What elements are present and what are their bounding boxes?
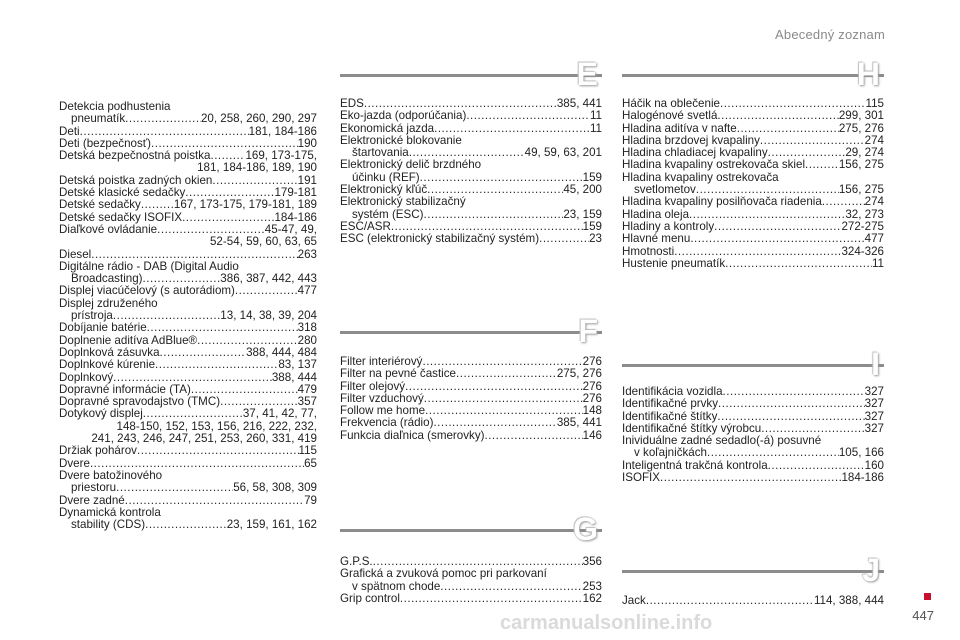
- entry-pages: 275, 276: [838, 121, 884, 135]
- index-entry: [59, 359, 317, 371]
- dot-leader: [539, 233, 589, 245]
- entry-term: Grip control: [340, 591, 400, 605]
- entry-pages: 11: [871, 256, 884, 270]
- entry-pages: 159: [582, 219, 602, 233]
- entry-pages: 179-181: [274, 186, 317, 200]
- entry-term: Funkcia diaľnica (smerovky): [340, 428, 485, 442]
- dot-leader: [660, 472, 841, 484]
- index-entries-f: [340, 356, 602, 442]
- entry-term: Diesel: [59, 247, 92, 261]
- dot-leader: [440, 581, 582, 593]
- entry-pages: 23, 159: [563, 207, 602, 221]
- entry-term: Filter na pevné častice: [340, 367, 456, 381]
- entry-pages-continued: 181, 184-186, 189, 190: [197, 161, 317, 175]
- entry-term: Filter olejový: [340, 379, 406, 393]
- entry-term: Deti: [59, 124, 80, 138]
- dot-leader: [141, 199, 174, 211]
- entry-term: pneumatík: [71, 112, 126, 126]
- entry-term: Dopravné informácie (TA): [59, 382, 191, 396]
- dot-leader: [182, 212, 274, 224]
- entry-term: Dvere: [59, 456, 90, 470]
- entry-term: Doplnenie aditíva AdBlue®: [59, 333, 198, 347]
- entry-pages: 79: [304, 493, 317, 507]
- dot-leader: [714, 221, 841, 233]
- index-entry: [59, 408, 317, 420]
- entry-term: systém (ESC): [352, 207, 424, 221]
- index-entries-e: [340, 98, 602, 246]
- entry-term: Držiak pohárov: [59, 444, 137, 458]
- dot-leader: [805, 159, 839, 171]
- dot-leader: [125, 495, 304, 507]
- dot-leader: [145, 519, 227, 531]
- entry-pages: 45-47, 49,: [264, 222, 317, 236]
- entry-pages: 181, 184-186: [248, 124, 317, 138]
- index-entries-h: [622, 98, 884, 270]
- index-entries-d: [59, 101, 317, 531]
- dot-leader: [116, 482, 233, 494]
- entry-term: Identifikačné prvky: [622, 397, 719, 411]
- page-marker: [924, 593, 931, 600]
- entry-term: Identifikačné štítky výrobcu: [622, 421, 762, 435]
- entry-pages: 357: [297, 395, 317, 409]
- entry-term: Inividuálne zadné sedadlo(-á) posuvné: [622, 434, 822, 448]
- index-entry: [59, 482, 317, 494]
- entry-term: stability (CDS): [71, 518, 146, 532]
- entry-pages: 13, 14, 38, 39, 204: [220, 309, 317, 323]
- entry-term: ESC (elektronický stabilizačný systém): [340, 232, 540, 246]
- entry-pages: 385, 441: [556, 416, 602, 430]
- dot-leader: [718, 398, 865, 410]
- entry-term: Hladina kvapaliny ostrekovača: [622, 170, 779, 184]
- dot-leader: [707, 447, 839, 459]
- entry-pages-continued: 148-150, 152, 153, 156, 216, 222, 232,: [116, 419, 317, 433]
- index-entry: [340, 196, 602, 208]
- entry-term: G.P.S.: [340, 555, 373, 568]
- entry-term: Doplnkový: [59, 370, 114, 384]
- entry-pages: 29, 274: [845, 146, 884, 160]
- entry-term: Hladiny a kontroly: [622, 219, 715, 233]
- index-entry: [59, 519, 317, 531]
- entry-term: Doplnkové kúrenie: [59, 358, 156, 372]
- entry-pages: 148: [582, 404, 602, 418]
- entry-term: priestoru: [71, 481, 117, 495]
- dot-leader: [113, 372, 272, 384]
- dot-leader: [235, 285, 298, 297]
- section-letter-h: H: [856, 56, 880, 92]
- entry-pages: 327: [864, 385, 884, 398]
- dot-leader: [690, 233, 864, 245]
- index-entry: [622, 159, 884, 171]
- dot-leader: [147, 322, 298, 334]
- entry-term: Dobíjanie batérie: [59, 321, 147, 335]
- entry-term: Eko-jazda (odporúčania): [340, 109, 467, 123]
- entry-pages-continued: 241, 243, 246, 247, 251, 253, 260, 331, 419: [91, 432, 317, 446]
- entry-term: svetlometov: [634, 183, 696, 197]
- entry-term: Follow me home: [340, 404, 426, 418]
- dot-leader: [137, 445, 299, 457]
- index-entry: [622, 472, 884, 484]
- entry-pages: 327: [864, 409, 884, 423]
- entry-term: Detekcia podhustenia: [59, 100, 171, 113]
- entry-pages: 327: [864, 421, 884, 435]
- dot-leader: [725, 258, 872, 270]
- entry-pages: 272-275: [841, 219, 884, 233]
- entry-term: Elektronický kľúč: [340, 183, 428, 197]
- entry-term: Dynamická kontrola: [59, 505, 161, 519]
- dot-leader: [420, 172, 583, 184]
- entry-term: Broadcasting): [71, 272, 143, 286]
- entry-pages: 114, 388, 444: [813, 594, 884, 607]
- entry-term: Háčik na oblečenie: [622, 97, 720, 110]
- section-f: [340, 313, 602, 442]
- entry-term: Filter vzduchový: [340, 391, 424, 405]
- page-number: 447: [912, 608, 934, 623]
- entry-pages: 276: [582, 379, 602, 393]
- entry-pages: 479: [297, 382, 317, 396]
- entry-pages: 184-186: [274, 210, 317, 224]
- index-entry: [59, 249, 317, 261]
- entry-pages: 263: [297, 247, 317, 261]
- entry-pages: 276: [582, 355, 602, 368]
- dot-leader: [484, 430, 582, 442]
- index-entries-g: [340, 556, 602, 605]
- entry-pages: 45, 200: [563, 183, 602, 197]
- entry-pages: 37, 41, 42, 77,: [242, 407, 317, 421]
- entry-term: ESC/ASR: [340, 219, 391, 233]
- entry-term: účinku (REF): [352, 170, 420, 184]
- entry-pages: 477: [864, 232, 884, 246]
- index-entry: [622, 233, 884, 245]
- dot-leader: [433, 417, 556, 429]
- entry-pages: 23: [589, 232, 602, 246]
- entry-pages: 11: [589, 109, 602, 123]
- entry-pages: 299, 301: [838, 109, 884, 123]
- index-entry: [622, 447, 884, 459]
- index-entries-j: [622, 595, 884, 607]
- entry-term: Detská bezpečnostná poistka: [59, 149, 211, 163]
- entry-term: EDS: [340, 97, 364, 110]
- entry-pages: 191: [297, 173, 317, 187]
- index-entry: [622, 398, 884, 410]
- entry-pages: 23, 159, 161, 162: [226, 518, 317, 532]
- entry-pages: 146: [582, 428, 602, 442]
- entry-pages: 318: [297, 321, 317, 335]
- entry-term: v spätnom chode: [352, 579, 441, 593]
- entry-term: Dvere batožinového: [59, 468, 163, 482]
- index-entry: [340, 159, 602, 171]
- entry-term: Deti (bezpečnosť): [59, 136, 151, 150]
- dot-leader: [646, 595, 814, 607]
- entry-term: Elektronické blokovanie: [340, 133, 462, 147]
- entry-pages: 105, 166: [838, 446, 884, 460]
- entry-term: Hladina brzdovej kvapaliny: [622, 133, 760, 147]
- entry-term: Inteligentná trakčná kontrola: [622, 458, 768, 472]
- entry-term: Detské sedačky: [59, 198, 141, 212]
- entry-term: Identifikácia vozidla: [622, 385, 723, 398]
- section-e: [340, 56, 602, 246]
- dot-leader: [723, 386, 865, 398]
- entry-term: Hmotnosti: [622, 244, 675, 258]
- section-j: [622, 552, 884, 607]
- entry-term: Dotykový displej: [59, 407, 143, 421]
- index-entry: [59, 199, 317, 211]
- section-i: [622, 346, 884, 485]
- index-entry: [622, 246, 884, 258]
- entry-term: Displej viacúčelový (s autorádiom): [59, 284, 235, 298]
- dot-leader: [160, 347, 247, 359]
- entry-term: Jack: [622, 594, 646, 607]
- entry-term: Digitálne rádio - DAB (Digital Audio: [59, 259, 239, 273]
- index-column-2: [340, 0, 602, 640]
- entry-pages: 274: [864, 133, 884, 147]
- dot-leader: [91, 249, 297, 261]
- index-entry: [622, 110, 884, 122]
- section-h: [622, 56, 884, 270]
- entry-term: Elektronický delič brzdného: [340, 158, 482, 172]
- entry-pages: 324-326: [841, 244, 884, 258]
- entry-term: Filter interiérový: [340, 355, 423, 368]
- entry-term: Ekonomická jazda: [340, 121, 435, 135]
- index-entry: [622, 258, 884, 270]
- index-entries-i: [622, 386, 884, 484]
- watermark: carmanualsonline.info: [500, 612, 713, 634]
- entry-pages: 327: [864, 397, 884, 411]
- dot-leader: [822, 196, 865, 208]
- entry-pages: 385, 441: [556, 97, 602, 110]
- index-entry: [59, 372, 317, 384]
- index-entry: [622, 595, 884, 607]
- index-entry: [340, 430, 602, 442]
- entry-pages: 477: [297, 284, 317, 298]
- index-entry: [340, 417, 602, 429]
- entry-term: Grafická a zvuková pomoc pri parkovaní: [340, 567, 547, 581]
- entry-pages: 160: [864, 458, 884, 472]
- index-column-3: [622, 0, 884, 640]
- entry-pages: 276: [582, 391, 602, 405]
- index-entry: [340, 110, 602, 122]
- dot-leader: [424, 209, 564, 221]
- index-entry: [622, 196, 884, 208]
- dot-leader: [456, 368, 557, 380]
- entry-term: Halogénové svetlá: [622, 109, 718, 123]
- section-bar: [622, 56, 884, 92]
- entry-pages: 388, 444: [271, 370, 317, 384]
- section-letter-j: J: [862, 552, 880, 588]
- entry-pages: 274: [864, 195, 884, 209]
- entry-term: Identifikačné štítky: [622, 409, 718, 423]
- entry-pages: 65: [304, 456, 317, 470]
- dot-leader: [143, 408, 243, 420]
- entry-term: Detské klasické sedačky: [59, 186, 186, 200]
- section-bar: [340, 313, 602, 349]
- entry-pages: 159: [582, 170, 602, 184]
- index-entry: [59, 445, 317, 457]
- section-bar: [622, 552, 884, 588]
- index-entry: [59, 322, 317, 334]
- entry-term: Hustenie pneumatík: [622, 256, 726, 270]
- entry-term: Hladina aditíva v nafte: [622, 121, 737, 135]
- entry-term: Hladina kvapaliny ostrekovača skiel: [622, 158, 806, 172]
- dot-leader: [125, 113, 201, 125]
- entry-term: Detské sedačky ISOFIX: [59, 210, 183, 224]
- entry-term: Hladina kvapaliny posilňovača riadenia: [622, 195, 822, 209]
- entry-pages: 115: [298, 444, 317, 458]
- entry-pages: 275, 276: [556, 367, 602, 381]
- entry-pages: 156, 275: [838, 183, 884, 197]
- section-letter-e: E: [576, 56, 598, 92]
- entry-term: Displej združeného: [59, 296, 158, 310]
- entry-pages: 280: [297, 333, 317, 347]
- entry-term: prístroja: [71, 309, 113, 323]
- entry-pages: 169, 173-175,: [245, 149, 317, 163]
- entry-pages: 356: [582, 555, 602, 568]
- index-entry: [59, 113, 317, 125]
- entry-pages: 83, 137: [278, 358, 317, 372]
- index-entry: [340, 568, 602, 580]
- index-entry: [59, 495, 317, 507]
- entry-term: Detská poistka zadných okien: [59, 173, 213, 187]
- section-g: [340, 511, 602, 605]
- entry-pages: 184-186: [841, 471, 884, 485]
- page-header-title: Abecedný zoznam: [775, 27, 885, 42]
- entry-term: Dopravné spravodajstvo (TMC): [59, 395, 221, 409]
- entry-term: Hlavné menu: [622, 232, 691, 246]
- entry-pages: 115: [865, 97, 884, 110]
- entry-pages-continued: 52-54, 59, 60, 63, 65: [209, 235, 317, 249]
- index-entry: [59, 285, 317, 297]
- dot-leader: [466, 110, 590, 122]
- index-entry: [340, 368, 602, 380]
- entry-pages: 386, 387, 442, 443: [220, 272, 317, 286]
- entry-pages: 162: [582, 591, 602, 605]
- entry-pages: 156, 275: [838, 158, 884, 172]
- section-bar: [622, 346, 884, 382]
- entry-pages: 253: [582, 579, 602, 593]
- entry-term: Doplnková zásuvka: [59, 345, 160, 359]
- entry-term: Hladina oleja: [622, 207, 690, 221]
- entry-term: Frekvencia (rádio): [340, 416, 434, 430]
- entry-pages: 190: [297, 136, 317, 150]
- dot-leader: [424, 393, 583, 405]
- section-letter-g: G: [573, 511, 598, 547]
- index-entry: [340, 593, 602, 605]
- entry-pages: 388, 444, 484: [246, 345, 317, 359]
- section-bar: [340, 511, 602, 547]
- entry-term: Dvere zadné: [59, 493, 125, 507]
- index-column-1: [59, 101, 317, 531]
- entry-term: v koľajničkách: [634, 446, 707, 460]
- entry-pages: 11: [589, 121, 602, 135]
- section-letter-f: F: [578, 313, 598, 349]
- entry-pages: 20, 258, 260, 290, 297: [200, 112, 317, 126]
- section-bar: [340, 56, 602, 92]
- entry-pages: 56, 58, 308, 309: [233, 481, 317, 495]
- dot-leader: [717, 110, 838, 122]
- entry-term: ISOFIX: [622, 471, 661, 485]
- dot-leader: [155, 359, 278, 371]
- entry-pages: 49, 59, 63, 201: [524, 146, 602, 160]
- entry-pages: 32, 273: [845, 207, 884, 221]
- dot-leader: [400, 593, 583, 605]
- entry-term: Elektronický stabilizačný: [340, 195, 466, 209]
- entry-term: štartovania: [352, 146, 409, 160]
- index-entry: [340, 233, 602, 245]
- dot-leader: [674, 246, 841, 258]
- entry-term: Hladina chladiacej kvapaliny: [622, 146, 768, 160]
- section-letter-i: I: [871, 346, 880, 382]
- entry-term: Diaľkové ovládanie: [59, 222, 158, 236]
- entry-pages: 167, 173-175, 179-181, 189: [173, 198, 317, 212]
- dot-leader: [405, 381, 583, 393]
